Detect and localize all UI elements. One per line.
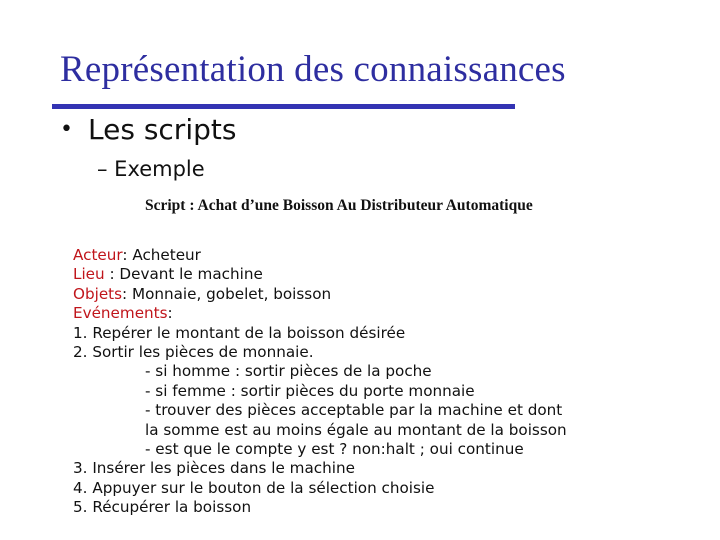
step-item: 4. Appuyer sur le bouton de la sélection choisie bbox=[73, 478, 435, 497]
field-row-objects bbox=[73, 285, 567, 304]
script-title: Script : Achat d’une Boisson Au Distributeur Automatique bbox=[145, 197, 533, 214]
substep-item: - est que le compte y est ? non:halt ; oui continue bbox=[145, 439, 524, 458]
field-row-events bbox=[73, 304, 567, 323]
step-item: 2. Sortir les pièces de monnaie. bbox=[73, 342, 314, 361]
bullet-text: Les scripts bbox=[88, 113, 237, 146]
field-key: Evénements bbox=[73, 304, 168, 323]
field-value: : Acheteur bbox=[122, 246, 201, 264]
field-value: : Devant le machine bbox=[109, 265, 263, 284]
field-key: Acteur bbox=[73, 246, 123, 264]
substep-item: - trouver des pièces acceptable par la machine et dont bbox=[145, 401, 563, 420]
field-row-place bbox=[73, 265, 567, 284]
field-key: Objets bbox=[73, 284, 123, 303]
substep-item: - si femme : sortir pièces du porte monnaie bbox=[145, 381, 475, 400]
script-body bbox=[73, 246, 567, 517]
step-item: 1. Repérer le montant de la boisson désirée bbox=[73, 323, 406, 342]
title-underline bbox=[52, 104, 515, 109]
field-value: : Monnaie, gobelet, boisson bbox=[122, 284, 332, 303]
field-row-actor bbox=[73, 246, 567, 265]
substep-item: la somme est au moins égale au montant de la boisson bbox=[145, 420, 567, 439]
field-key: Lieu bbox=[73, 265, 110, 284]
step-item: 5. Récupérer la boisson bbox=[73, 498, 252, 517]
slide-title: Représentation des connaissances bbox=[60, 49, 566, 90]
step-item: 3. Insérer les pièces dans le machine bbox=[73, 459, 355, 478]
substep-item: - si homme : sortir pièces de la poche bbox=[145, 362, 432, 381]
field-value: : bbox=[167, 304, 173, 323]
bullet-marker: • bbox=[60, 117, 73, 142]
subbullet-item: – Exemple bbox=[97, 157, 205, 181]
bullet-item bbox=[60, 113, 236, 146]
